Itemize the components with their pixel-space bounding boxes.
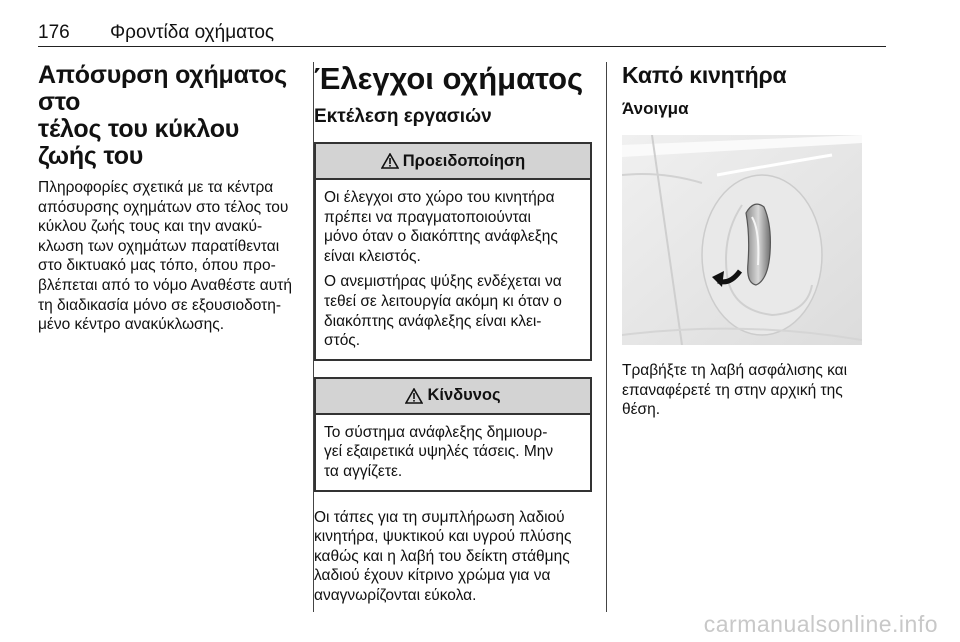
- page-number: 176: [38, 22, 70, 43]
- watermark-text: carmanualsonline.info: [703, 611, 938, 637]
- left-column: [38, 62, 300, 335]
- warning-title: Προειδοποίηση: [402, 151, 526, 170]
- danger-box-header: [316, 379, 590, 415]
- recycling-paragraph: Πληροφορίες σχετικά με τα κέντρα απόσυρσης οχημάτων στο τέλος του κύκλου ζωής τους και την ανακύ- κλωση των οχημάτων παρατίθενται στο δικτυακό μας τόπο, όπου προ- βλέπεται από το νόμο Αναθέστε αυτή τη διαδικασία μόνο σε εξουσιοδοτη- μένο κέντρο ανακύκλωσης.: [38, 179, 292, 334]
- hood-release-lever-illustration: [622, 135, 862, 345]
- warning-box: [314, 142, 592, 361]
- danger-title: Κίνδυνος: [427, 386, 501, 405]
- warning-triangle-icon: [405, 388, 423, 404]
- main-heading: Έλεγχοι οχήματος: [314, 61, 584, 96]
- warning-triangle-icon: [381, 153, 399, 169]
- danger-text: Το σύστημα ανάφλεξης δημιουρ- γεί εξαιρετικά υψηλές τάσεις. Μην τα αγγίζετε.: [324, 423, 554, 480]
- warning-text-1: Οι έλεγχοι στο χώρο του κινητήρα πρέπει να πραγματοποιούνται μόνο όταν ο διακόπτης ανάφλεξης είναι κλειστός.: [324, 189, 558, 265]
- sub-heading: Εκτέλεση εργασιών: [314, 106, 492, 127]
- hood-release-figure: [622, 135, 862, 345]
- middle-column: [314, 62, 592, 606]
- running-title: Φροντίδα οχήματος: [110, 22, 275, 43]
- warning-text-2: Ο ανεμιστήρας ψύξης ενδέχεται να τεθεί σε λειτουργία ακόμη κι όταν ο διακόπτης ανάφλεξης είναι κλει- στός.: [324, 273, 562, 350]
- hood-heading: Καπό κινητήρα: [622, 62, 787, 88]
- warning-box-header: [316, 144, 590, 180]
- column-divider: [606, 62, 607, 612]
- hood-caption: Τραβήξτε τη λαβή ασφάλισης και επαναφέρετέ τη στην αρχική της θέση.: [622, 362, 848, 419]
- fluid-caps-paragraph: Οι τάπες για τη συμπλήρωση λαδιού κινητήρα, ψυκτικού και υγρού πλύσης καθώς και η λαβή του δείκτη στάθμης λαδιού έχουν κίτρινο χρώμα για να αναγνωρίζονται εύκολα.: [314, 508, 572, 604]
- right-column: [622, 62, 862, 420]
- danger-box: [314, 377, 592, 492]
- page-header: [38, 22, 886, 47]
- opening-subheading: Άνοιγμα: [622, 99, 689, 118]
- section-heading: Απόσυρση οχήματος στο τέλος του κύκλου ζωής του: [38, 61, 287, 170]
